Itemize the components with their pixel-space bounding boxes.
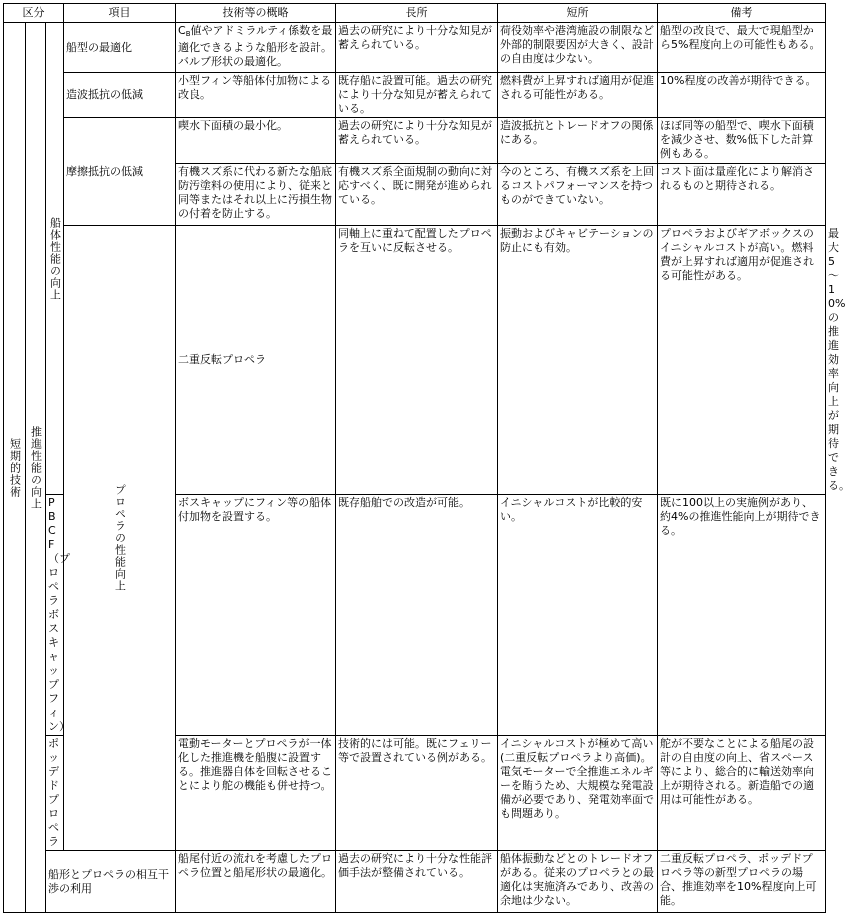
table-row — [4, 118, 826, 164]
table-row — [4, 851, 826, 913]
remarks-cell: 既に100以上の実施例があり、約4%の推進性能向上が期待できる。 — [658, 495, 826, 736]
demerit-cell: イニシャルコストが極めて高い(二重反転プロペラより高価)。電気モーターで全推進エネルギーを賄うため、大規模な発電設備が必要であり、発電効率面でも問題あり。 — [498, 736, 658, 851]
header-item: 項目 — [64, 4, 176, 23]
header-row — [4, 4, 826, 23]
overview-cell: 小型フィン等船体付加物による改良。 — [176, 73, 336, 118]
header-overview: 技術等の概略 — [176, 4, 336, 23]
remarks-cell: ほぼ同等の船型で、喫水下面積を減少させ、数%低下した計算例もある。 — [658, 118, 826, 164]
item-cell: 造波抵抗の低減 — [64, 73, 176, 118]
demerit-cell: 船体振動などとのトレードオフがある。従来のプロペラとの最適化は実施済みであり、改善の余地は少ない。 — [498, 851, 658, 913]
table-row — [4, 23, 826, 73]
header-remarks: 備考 — [658, 4, 826, 23]
merit-cell: 技術的には可能。既にフェリー等で設置されている例がある。 — [336, 736, 498, 851]
item-cell: 摩擦抵抗の低減 — [64, 118, 176, 226]
item-cell: 船型の最適化 — [64, 23, 176, 73]
header-demerit: 短所 — [498, 4, 658, 23]
overview-cell: 喫水下面積の最小化。 — [176, 118, 336, 164]
demerit-cell: 荷役効率や港湾施設の制限など外部的制限要因が大きく、設計の自由度は少ない。 — [498, 23, 658, 73]
overview-cell: ボスキャップにフィン等の船体付加物を設置する。 — [176, 495, 336, 736]
merit-cell: 過去の研究により十分な知見が蓄えられている。 — [336, 23, 498, 73]
item-cell: 二重反転プロペラ — [176, 226, 336, 495]
item-cell: PBCF （プロペラボスキャップフィン） — [46, 495, 64, 736]
remarks-cell: 10%程度の改善が期待できる。 — [658, 73, 826, 118]
category-propeller: プロペラの性能向上 — [64, 226, 176, 851]
category-propulsion: 推進性能の向上 — [26, 23, 46, 913]
technology-table — [3, 3, 850, 913]
remarks-cell: 船型の改良で、最大で現船型から5%程度向上の可能性もある。 — [658, 23, 826, 73]
category-hull: 船体性能の向上 — [46, 23, 64, 495]
demerit-cell: 燃料費が上昇すれば適用が促進される可能性がある。 — [498, 73, 658, 118]
demerit-cell: イニシャルコストが比較的安い。 — [498, 495, 658, 736]
table-row — [4, 73, 826, 118]
overview-cell: 船尾付近の流れを考慮したプロペラ位置と船尾形状の最適化。 — [176, 851, 336, 913]
item-cell: 船形とプロペラの相互干渉の利用 — [46, 851, 176, 913]
merit-cell: 既存船舶での改造が可能。 — [336, 495, 498, 736]
overview-cell: $C_B$値やアドミラルティ係数を最適化できるような船形を設計。バルブ形状の最適化。 — [176, 23, 336, 73]
demerit-cell: 今のところ、有機スズ系を上回るコストパフォーマンスを持つものができていない。 — [498, 164, 658, 226]
category-main: 短期的技術 — [4, 23, 26, 913]
demerit-cell: プロペラおよびギアボックスのイニシャルコストが高い。燃料費が上昇すれば適用が促進される可能性がある。 — [658, 226, 826, 495]
overview-cell: 有機スズ系に代わる新たな船底防汚塗料の使用により、従来と同等またはそれ以上に汚損生物の付着を防止する。 — [176, 164, 336, 226]
merit-cell: 過去の研究により十分な性能評価手法が整備されている。 — [336, 851, 498, 913]
item-cell: ポッデドプロペラ — [46, 736, 64, 851]
demerit-cell: 造波抵抗とトレードオフの関係にある。 — [498, 118, 658, 164]
header-category: 区分 — [4, 4, 64, 23]
merit-cell: 有機スズ系全面規制の動向に対応すべく、既に開発が進められている。 — [336, 164, 498, 226]
overview-cell: 同軸上に重ねて配置したプロペラを互いに反転させる。 — [336, 226, 498, 495]
remarks-cell: 二重反転プロペラ、ポッデドプロペラ等の新型プロペラの場合、推進効率を10%程度向上可能。 — [658, 851, 826, 913]
header-merit: 長所 — [336, 4, 498, 23]
merit-cell: 過去の研究により十分な知見が蓄えられている。 — [336, 118, 498, 164]
overview-cell: 電動モーターとプロペラが一体化した推進機を船腹に設置する。推進器自体を回転させることにより舵の機能も併せ持つ。 — [176, 736, 336, 851]
merit-cell: 振動およびキャビテーションの防止にも有効。 — [498, 226, 658, 495]
remarks-cell: 舵が不要なことによる船尾の設計の自由度の向上、省スペース等により、総合的に輸送効率向上が期待される。新造船での適用は可能性がある。 — [658, 736, 826, 851]
merit-cell: 既存船に設置可能。過去の研究により十分な知見が蓄えられている。 — [336, 73, 498, 118]
table-row: プロペラの性能向上 二重反転プロペラ 同軸上に重ねて配置したプロペラを互いに反転させる。 振動およびキャビテーションの防止にも有効。 プロペラおよびギアボックスのイニシャルコストが高い。燃料費が上昇すれば適用が促進される可能性がある。 最大5～10%の推進効率向上が期待できる。 — [4, 226, 826, 495]
remarks-cell: コスト面は量産化により解消されるものと期待される。 — [658, 164, 826, 226]
